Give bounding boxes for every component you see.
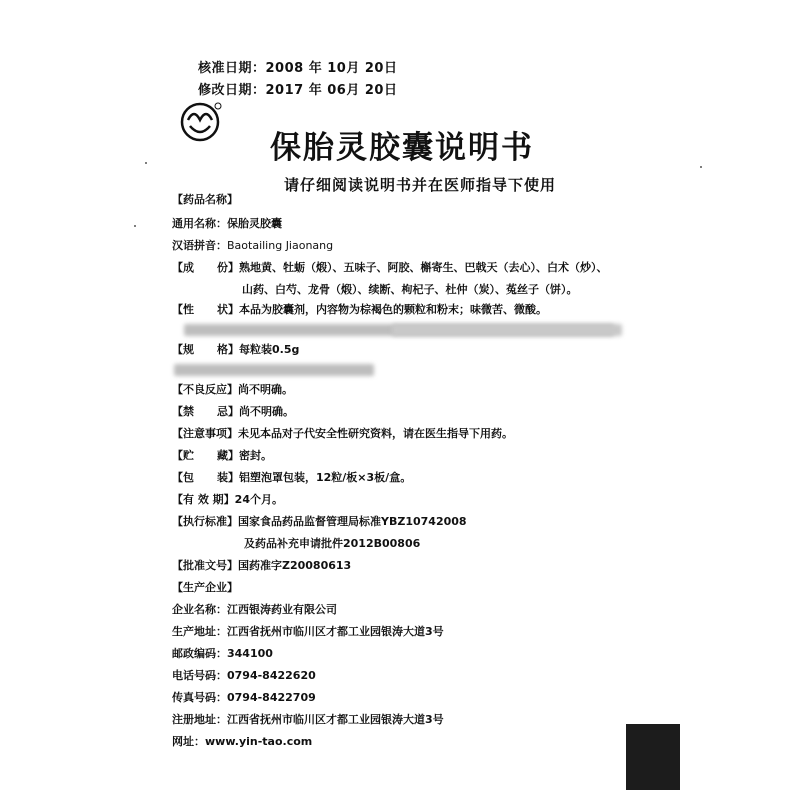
adverse-row [172,382,293,398]
address-label: 生产地址： [172,625,227,638]
properties-value: 本品为胶囊剂，内容物为棕褐色的颗粒和粉末；味微苦、微酸。 [238,303,547,316]
ingredients-row [172,260,607,276]
standard-value-line1: 国家食品药品监督管理局标准YBZ10742008 [238,515,467,528]
ingredients-label: 【成 份】 [172,261,239,274]
drug-name-header: 【药品名称】 [172,193,238,206]
phone-value: 0794-8422620 [227,669,316,682]
caution-value: 未见本品对子代安全性研究资料，请在医生指导下用药。 [238,427,513,440]
properties-row [172,302,547,318]
document-subtitle: 请仔细阅读说明书并在医师指导下使用 [284,176,557,194]
revise-date-label: 修改日期： [198,83,266,98]
fax-label: 传真号码： [172,691,227,704]
spec-value: 每粒装0.5g [238,343,300,356]
common-name-value: 保胎灵胶囊 [227,217,282,230]
contra-label: 【禁 忌】 [172,405,239,418]
storage-label: 【贮 藏】 [172,449,239,462]
spec-row [172,342,299,358]
approve-date-value: 2008 年 10月 20日 [265,61,398,76]
approval-row [172,558,351,574]
ingredients-value-line1: 熟地黄、牡蛎（煅）、五味子、阿胶、槲寄生、巴戟天（去心）、白术（炒）、 [238,261,608,274]
phone-row [172,668,316,684]
company-label: 企业名称： [172,603,227,616]
redacted-text-bar [392,324,622,336]
revise-date-value: 2017 年 06月 20日 [265,83,398,98]
address-row [172,624,444,640]
company-row [172,602,337,618]
package-row [172,470,411,486]
company-logo-icon [180,100,224,144]
approval-value: 国药准字Z20080613 [238,559,352,572]
adverse-label: 【不良反应】 [172,383,238,396]
package-value: 铝塑泡罩包装，12粒/板×3板/盒。 [238,471,412,484]
storage-row [172,448,272,464]
common-name-row [172,216,282,232]
common-name-label: 通用名称： [172,217,227,230]
print-speck [134,225,136,227]
address-value: 江西省抚州市临川区才都工业园银涛大道3号 [227,625,444,638]
postcode-row [172,646,273,662]
maker-header: 【生产企业】 [172,581,238,594]
contra-row [172,404,294,420]
pinyin-row [172,238,333,254]
reg-address-value: 江西省抚州市临川区才都工业园银涛大道3号 [227,713,444,726]
website-row [172,734,312,750]
properties-label: 【性 状】 [172,303,239,316]
print-speck [700,166,702,168]
document-title: 保胎灵胶囊说明书 [270,130,534,166]
validity-label: 【有 效 期】 [172,493,235,506]
standard-row [172,514,467,530]
pinyin-value: Baotailing Jiaonang [227,239,334,252]
pinyin-label: 汉语拼音： [172,239,227,252]
approve-date-row [198,58,397,80]
date-block [198,58,397,102]
contra-value: 尚不明确。 [238,405,294,418]
website-label: 网址： [172,735,205,748]
spec-label: 【规 格】 [172,343,239,356]
standard-line2: 及药品补充申请批件2012B00806 [244,537,421,550]
adverse-value: 尚不明确。 [238,383,293,396]
phone-label: 电话号码： [172,669,227,682]
reg-address-label: 注册地址： [172,713,227,726]
ingredients-line2: 山药、白芍、龙骨（煅）、续断、枸杞子、杜仲（炭）、菟丝子（饼）。 [242,283,578,296]
standard-label: 【执行标准】 [172,515,238,528]
validity-row [172,492,283,508]
print-speck [145,162,147,164]
validity-value: 24个月。 [234,493,283,506]
postcode-value: 344100 [227,647,273,660]
reg-address-row [172,712,444,728]
caution-row [172,426,513,442]
approval-label: 【批准文号】 [172,559,238,572]
website-value: www.yin-tao.com [205,735,313,748]
dark-block [626,724,680,790]
fax-row [172,690,316,706]
postcode-label: 邮政编码： [172,647,227,660]
fax-value: 0794-8422709 [227,691,316,704]
storage-value: 密封。 [238,449,272,462]
redacted-text-bar [174,364,374,376]
revise-date-row [198,80,397,102]
caution-label: 【注意事项】 [172,427,238,440]
approve-date-label: 核准日期： [198,61,266,76]
package-label: 【包 装】 [172,471,239,484]
company-value: 江西银涛药业有限公司 [227,603,337,616]
